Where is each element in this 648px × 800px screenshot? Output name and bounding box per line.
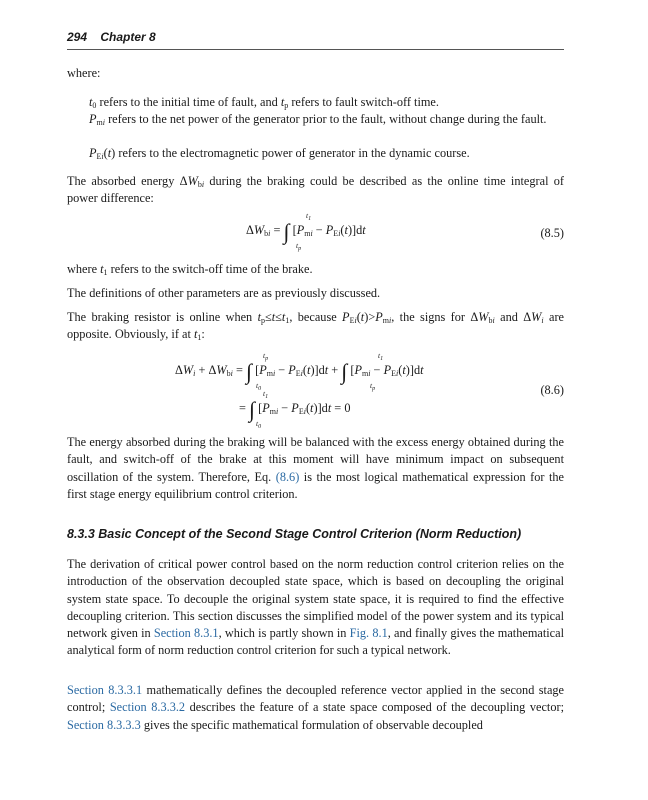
link-fig-8-1[interactable]: Fig. 8.1 [349, 626, 388, 641]
link-section-8-3-3-1[interactable]: Section 8.3.3.1 [67, 683, 143, 697]
definition-pei: $P_{Ei}(t)$ refers to the electromagnetic power of generator in the dynamic course. [89, 146, 470, 161]
running-header [67, 30, 564, 44]
para-braking-online: The braking resistor is online when $t_p\le t\le t_1$, because $P_{Ei}(t)>P_{mi}$, the signs for $\Delta W_{bi}$ and $\Delta W_i$ are opposite. Obviously, if at $t_1$: [67, 310, 565, 343]
para-section-overview: Section 8.3.3.1 mathematically defines the decoupled reference vector applied in the second stage control; Section 8.3.3.2 describes the feature of a state space composed of the decoupling vector; Section 8.3.3.3 gives the specific mathematical formulation of observable decoupled [67, 683, 565, 732]
para-where-t1: where $t_1$ refers to the switch-off time of the brake. [67, 262, 313, 277]
where-label: where: [67, 66, 101, 80]
page-number: 294 [67, 30, 88, 44]
link-section-8-3-3-2[interactable]: Section 8.3.3.2 [109, 700, 186, 715]
para-derivation: The derivation of critical power control based on the norm reduction control criterion relies on the introduction of the observation decoupled state space, which is based on decoupling the original system state space. To decouple the original system state space, it is required to find the effective decoupling criterion. This section discusses the simplified model of the power system and its typical network given in Section 8.3.1, which is partly shown in Fig. 8.1, and finally gives the mathematical analytical form of norm reduction control criterion for such a typical network. [67, 557, 565, 658]
para-absorbed-energy: The absorbed energy $\Delta W_{bi}$ during the braking could be described as the online time integral of power difference: [67, 174, 565, 206]
header-rule [67, 49, 564, 50]
link-section-8-3-1[interactable]: Section 8.3.1 [153, 626, 219, 641]
para-definitions: The definitions of other parameters are as previously discussed. [67, 286, 381, 300]
definition-t0-tp: $t_0$ refers to the initial time of fault, and $t_p$ refers to fault switch-off time. [89, 95, 439, 110]
section-title-8-3-3: 8.3.3 Basic Concept of the Second Stage Control Criterion (Norm Reduction) [67, 527, 522, 541]
definition-pmi: $P_{mi}$ refers to the net power of the generator prior to the fault, without change during the fault. [89, 112, 547, 127]
equation-number-8-6: (8.6) [540, 383, 564, 397]
chapter-label: Chapter 8 [100, 30, 156, 44]
equation-number-8-5: (8.5) [540, 226, 564, 240]
book-page: 294 Chapter 8 where: $t_0$ refers to the initial time of fault, and $t_p$ refers to fault switch-off time. $P_{mi}$ refers to the net power of the generator prior to the fault, without change during the fault. $P_{Ei}(t)$ refers to the electromagnetic power of generator in the dynamic course. The absorbed energy $\Delta W_{bi}$ during the braking could be described as the online time integral of power difference: $\Delta W_{bi}$ = ∫ $[P_{mi} - P_{Ei}(t)]dt$ $t_1$ $t_p$ (8.5) where $t_1$ refers to the switch-off time of the brake. The definitions of other parameters are as previously discussed. The braking resistor is online when $t_p\le t\le t_1$, because $P_{Ei}(t)>P_{mi}$, the signs for $\Delta W_{bi}$ and $\Delta W_i$ are opposite. Obviously, if at $t_1$: $\Delta W_i + \Delta W_{bi}$ = ∫ $[P_{mi} - P_{Ei}(t)]dt$ + ∫ $[P_{mi} - P_{Ei}(t)]dt$ $t_p$ $t_0$ $t_1$ $t_p$ = ∫ $[P_{mi} - P_{Ei}(t)]dt = 0$ $t_1$ $t_0$ (8.6) The energy absorbed during the braking will be balanced with the excess energy obtained during the fault, and switch-off of the brake at this moment will have minimum impact on subsequent oscillation of the system. Therefore, Eq. (8.6) is the most logical mathematical expression for the first stage energy equilibrium control criterion. 8.3.3 Basic Concept of the Second Stage Control Criterion (Norm Reduction) The derivation of critical power control based on the norm reduction control criterion relies on the introduction of the observation decoupled state space, which is based on decoupling the original system state space. To decouple the original system state space, it is required to find the effective decoupling criterion. This section discusses the simplified model of the power system and its typical network given in Section 8.3.1, which is partly shown in Fig. 8.1, and finally gives the mathematical analytical form of norm reduction control criterion for such a typical network. Section 8.3.3.1 mathematically defines the decoupled reference vector applied in the second stage control; Section 8.3.3.2 describes the feature of a state space composed of the decoupling vector; Section 8.3.3.3 gives the specific mathematical formulation of observable decoupled [0, 0, 648, 800]
equation-ref-8-6[interactable]: (8.6) [275, 469, 300, 484]
link-section-8-3-3-3[interactable]: Section 8.3.3.3 [67, 717, 141, 732]
para-energy-balance: The energy absorbed during the braking will be balanced with the excess energy obtained during the fault, and switch-off of the brake at this moment will have minimum impact on subsequent oscillation of the system. Therefore, Eq. (8.6) is the most logical mathematical expression for the first stage energy equilibrium control criterion. [67, 435, 565, 501]
